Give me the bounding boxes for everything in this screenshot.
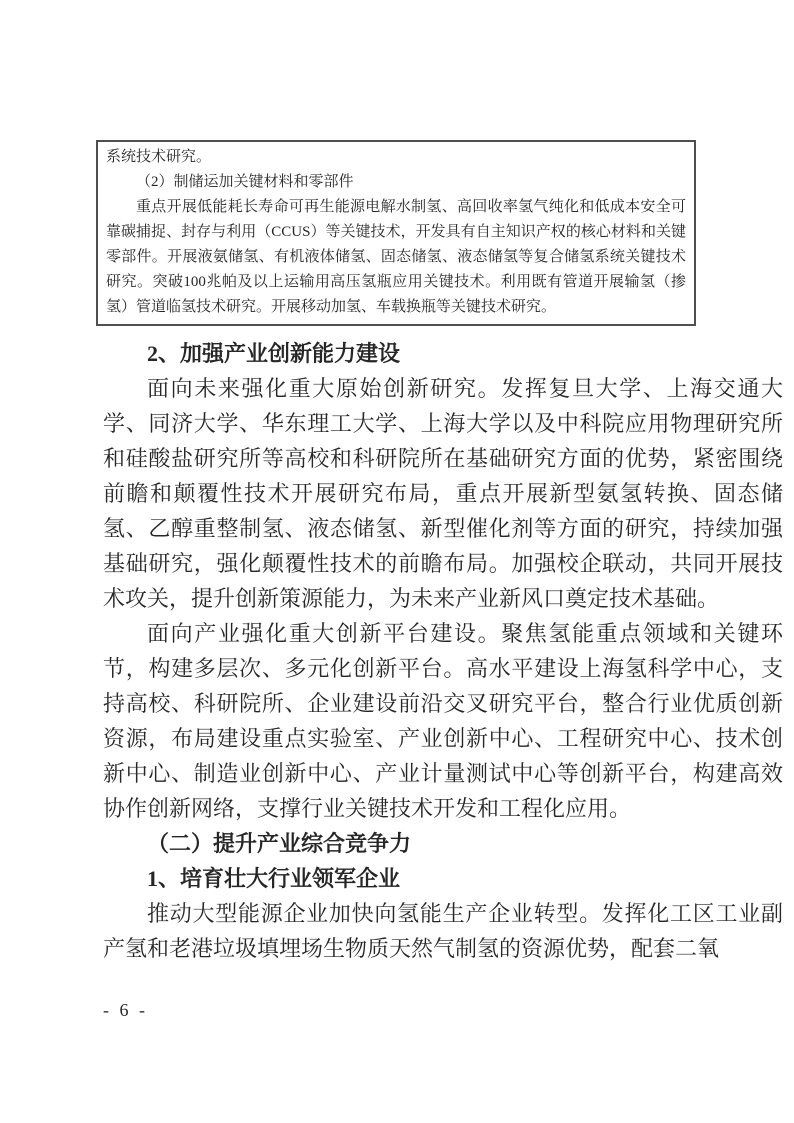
box-subheading-materials-components: （2）制储运加关键材料和零部件 (136, 174, 354, 190)
paragraph-innovation-platform: 面向产业强化重大创新平台建设。聚焦氢能重点领域和关键环节，构建多层次、多元化创新平台。高水平建设上海氢科学中心，支持高校、科研院所、企业建设前沿交叉研究平台，整合行业优质创新资源，布局建设重点实验室、产业创新中心、工程研究中心、技术创新中心、制造业创新中心、产业计量测试中心等创新平台，构建高效协作创新网络，支撑行业关键技术开发和工程化应用。 (103, 621, 783, 821)
box-body-text: 重点开展低能耗长寿命可再生能源电解水制氢、高回收率氢气纯化和低成本安全可靠碳捕捉、封存与利用（CCUS）等关键技术，开发具有自主知识产权的核心材料和关键零部件。开展液氨储氢、有机液体储氢、固态储氢、液态储氢等复合储氢系统关键技术研究。突破100兆帕及以上运输用高压氢瓶应用关键技术。利用既有管道开展输氢（掺氢）管道临氢技术研究。开展移动加氢、车载换瓶等关键技术研究。 (106, 199, 686, 315)
heading-innovation-capability: 2、加强产业创新能力建设 (147, 341, 401, 366)
heading-industry-competitiveness: （二）提升产业综合竞争力 (147, 831, 412, 856)
main-body (103, 336, 783, 966)
heading-leading-enterprises: 1、培育壮大行业领军企业 (147, 866, 401, 891)
page-number: - 6 - (103, 1000, 148, 1020)
box-continuation-line: 系统技术研究。 (106, 149, 212, 165)
paragraph-original-innovation: 面向未来强化重大原始创新研究。发挥复旦大学、上海交通大学、同济大学、华东理工大学、上海大学以及中科院应用物理研究所和硅酸盐研究所等高校和科研院所在基础研究方面的优势，紧密围绕前瞻和颠覆性技术开展研究布局，重点开展新型氨氢转换、固态储氢、乙醇重整制氢、液态储氢、新型催化剂等方面的研究，持续加强基础研究，强化颠覆性技术的前瞻布局。加强校企联动，共同开展技术攻关，提升创新策源能力，为未来产业新风口奠定技术基础。 (103, 376, 783, 611)
key-technology-text-box (96, 140, 696, 326)
paragraph-enterprise-transformation: 推动大型能源企业加快向氢能生产企业转型。发挥化工区工业副产氢和老港垃圾填埋场生物质天然气制氢的资源优势，配套二氧 (103, 901, 783, 961)
